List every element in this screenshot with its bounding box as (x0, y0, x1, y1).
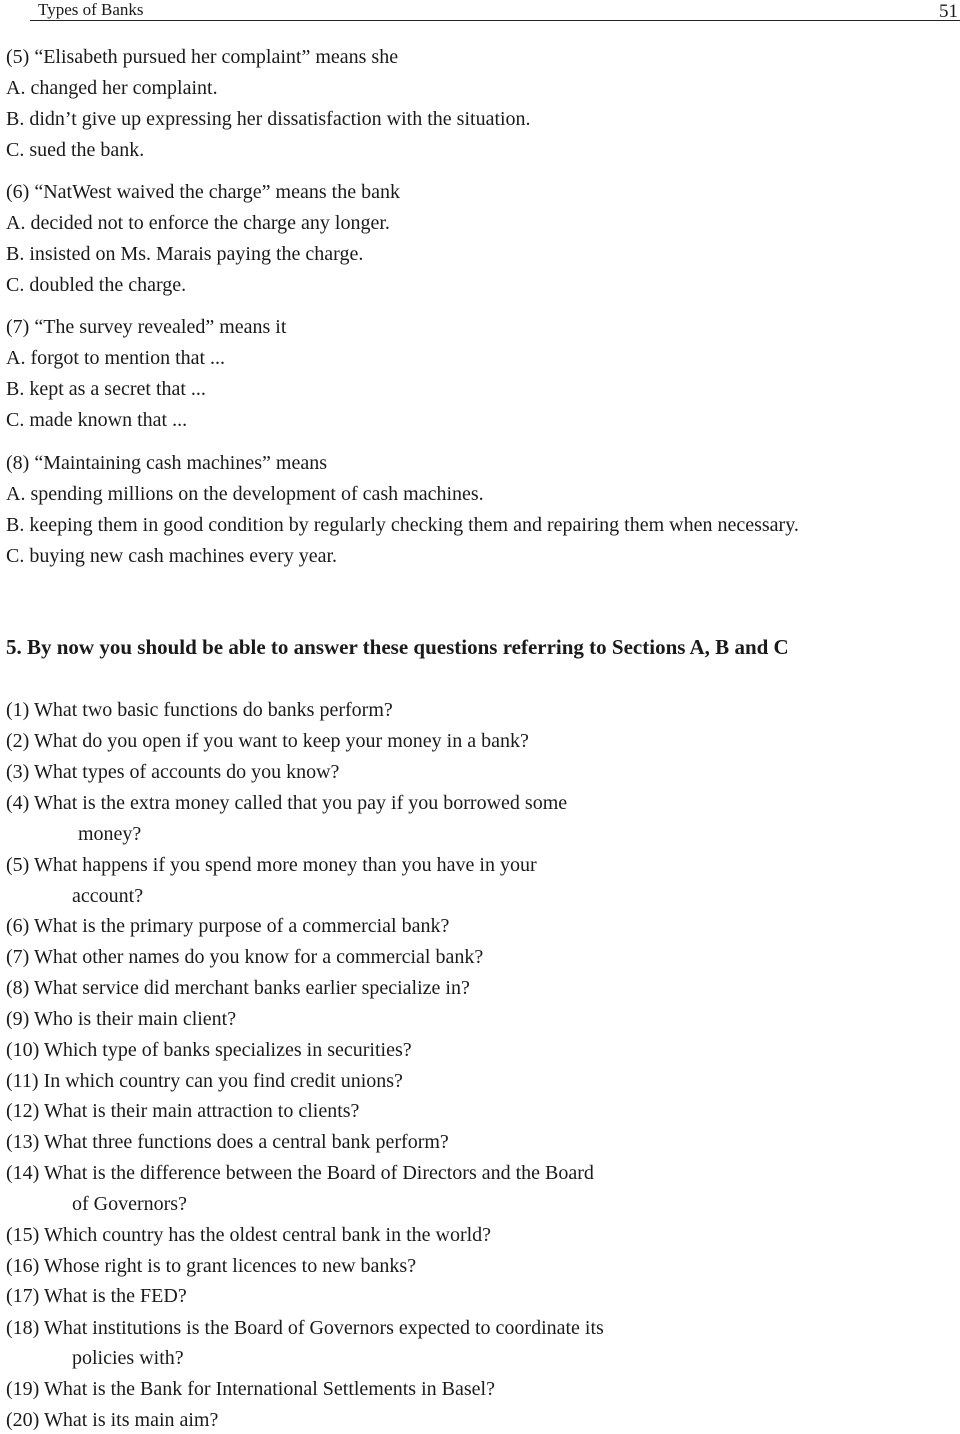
question-6-option-b: B. insisted on Ms. Marais paying the charge. (6, 243, 364, 265)
review-question-3: (3) What types of accounts do you know? (6, 761, 340, 783)
review-question-1: (1) What two basic functions do banks perform? (6, 699, 393, 721)
question-8-option-b: B. keeping them in good condition by regularly checking them and repairing them when necessary. (6, 514, 799, 536)
review-question-20: (20) What is its main aim? (6, 1409, 219, 1431)
review-question-16: (16) Whose right is to grant licences to new banks? (6, 1255, 417, 1277)
page-number: 51 (939, 1, 958, 22)
review-question-5: (5) What happens if you spend more money than you have in your (6, 854, 537, 876)
review-question-13: (13) What three functions does a central bank perform? (6, 1131, 449, 1153)
review-question-4-continued: money? (78, 823, 142, 845)
review-question-4: (4) What is the extra money called that you pay if you borrowed some (6, 792, 568, 814)
review-question-9: (9) Who is their main client? (6, 1008, 237, 1030)
review-question-15: (15) Which country has the oldest central bank in the world? (6, 1224, 492, 1246)
section-5-heading: 5. By now you should be able to answer these questions referring to Sections A, B and C (6, 635, 789, 659)
question-7-option-c: C. made known that ... (6, 409, 188, 431)
question-5-option-b: B. didn’t give up expressing her dissatisfaction with the situation. (6, 108, 531, 130)
review-question-19: (19) What is the Bank for International Settlements in Basel? (6, 1378, 495, 1400)
question-5-option-a: A. changed her complaint. (6, 77, 218, 99)
review-question-14-continued: of Governors? (72, 1193, 187, 1215)
review-question-8: (8) What service did merchant banks earlier specialize in? (6, 977, 470, 999)
header-rule (30, 20, 960, 21)
page-header (0, 0, 960, 22)
question-5-option-c: C. sued the bank. (6, 139, 145, 161)
review-question-12: (12) What is their main attraction to clients? (6, 1100, 360, 1122)
question-7-option-b: B. kept as a secret that ... (6, 378, 206, 400)
review-question-5-continued: account? (72, 885, 144, 907)
question-7-stem: (7) “The survey revealed” means it (6, 316, 287, 338)
question-6-stem: (6) “NatWest waived the charge” means the bank (6, 181, 400, 203)
review-question-14: (14) What is the difference between the Board of Directors and the Board (6, 1162, 594, 1184)
review-question-18: (18) What institutions is the Board of Governors expected to coordinate its (6, 1317, 604, 1339)
question-6-option-c: C. doubled the charge. (6, 274, 187, 296)
question-6-option-a: A. decided not to enforce the charge any longer. (6, 212, 390, 234)
review-question-18-continued: policies with? (72, 1347, 184, 1369)
question-8-option-a: A. spending millions on the development of cash machines. (6, 483, 484, 505)
review-question-10: (10) Which type of banks specializes in securities? (6, 1039, 412, 1061)
review-question-17: (17) What is the FED? (6, 1285, 187, 1307)
review-question-6: (6) What is the primary purpose of a commercial bank? (6, 915, 450, 937)
question-7-option-a: A. forgot to mention that ... (6, 347, 226, 369)
running-title: Types of Banks (38, 0, 144, 19)
question-8-option-c: C. buying new cash machines every year. (6, 545, 338, 567)
review-question-2: (2) What do you open if you want to keep your money in a bank? (6, 730, 529, 752)
review-question-11: (11) In which country can you find credit unions? (6, 1070, 403, 1092)
question-5-stem: (5) “Elisabeth pursued her complaint” means she (6, 46, 399, 68)
review-question-7: (7) What other names do you know for a commercial bank? (6, 946, 484, 968)
question-8-stem: (8) “Maintaining cash machines” means (6, 452, 327, 474)
